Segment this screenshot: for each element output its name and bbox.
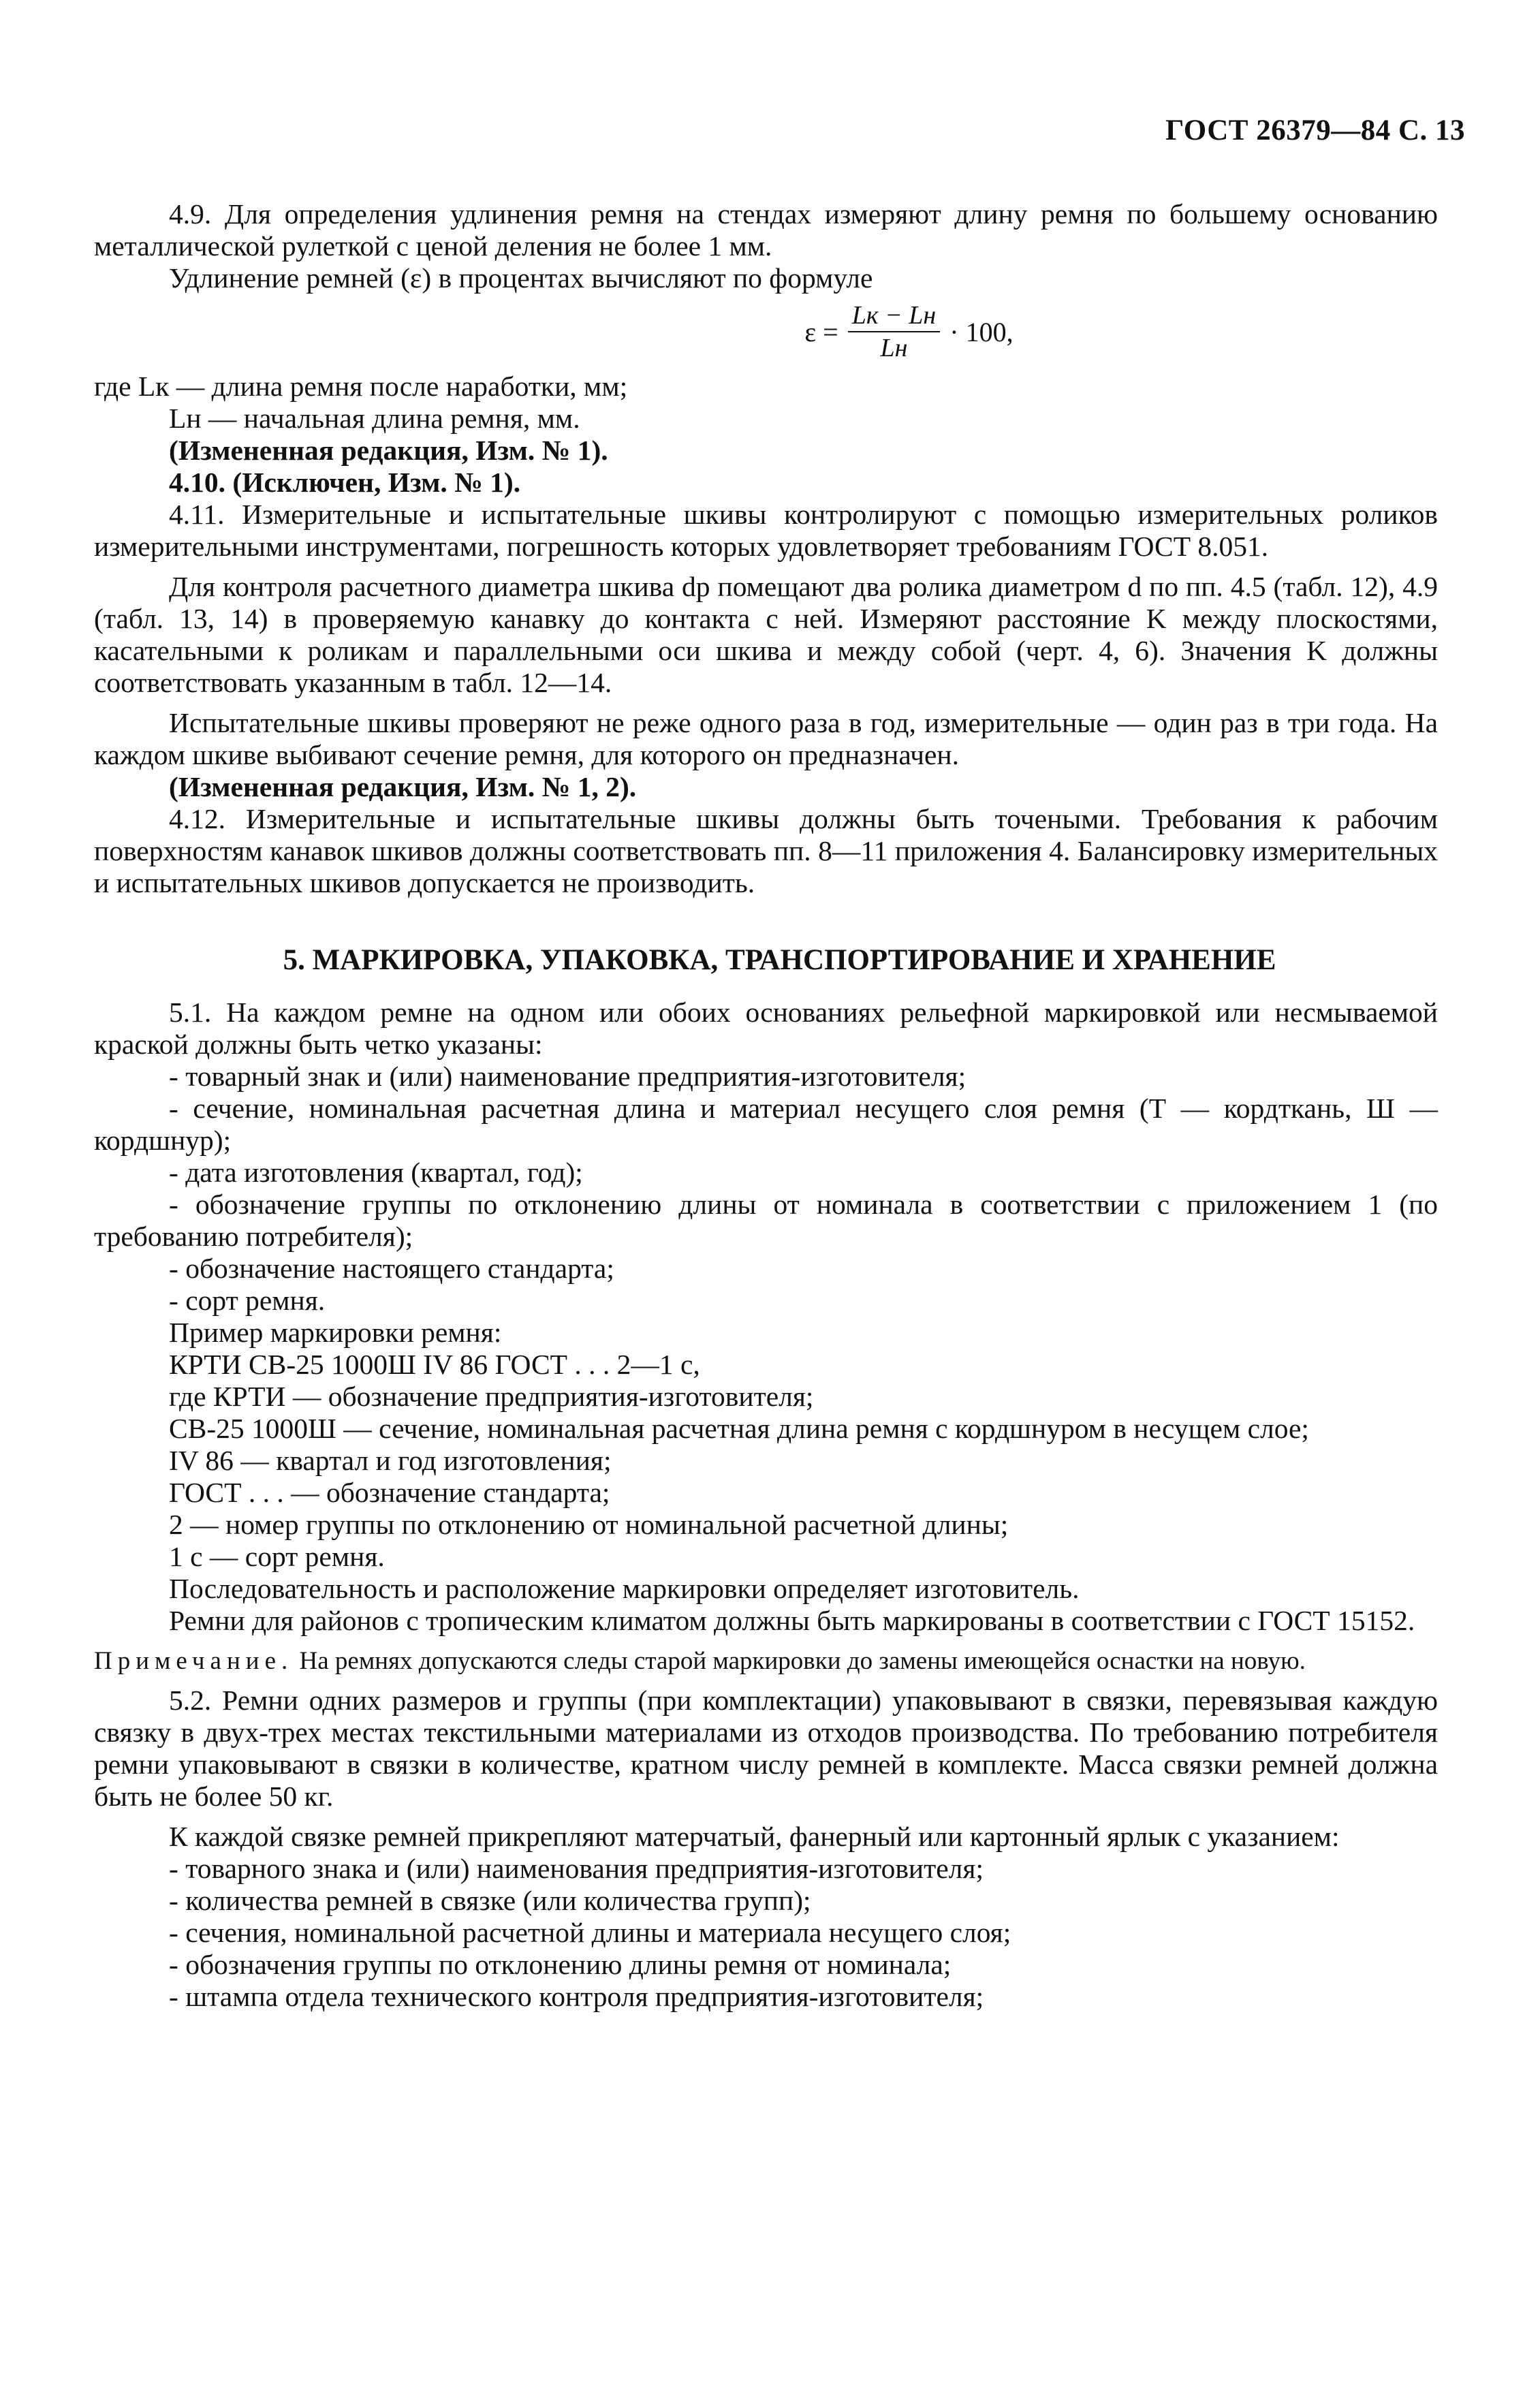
running-head: ГОСТ 26379—84 С. 13 [1165,114,1465,146]
paragraph-4-9: 4.9. Для определения удлинения ремня на стендах измеряют длину ремня по большему основанию металлической рулеткой с ценой деления не более 1 мм. [94,198,1438,262]
paragraph-test-pulleys: Испытательные шкивы проверяют не реже одного раза в год, измерительные — один раз в три года. На каждом шкиве выбивают сечение ремня, для которого он предназначен. [94,707,1438,770]
list-item: - обозначение настоящего стандарта; [169,1253,614,1284]
paragraph-elongation: Удлинение ремней (ε) в процентах вычисляют по формуле [169,262,873,294]
paragraph-4-11: 4.11. Измерительные и испытательные шкивы контролируют с помощью измерительных роликов измерительными инструментами, погрешность которых удовлетворяет требованиям ГОСТ 8.051. [94,499,1438,562]
paragraph-4-10: 4.10. (Исключен, Изм. № 1). [169,467,521,498]
formula-rhs: · 100, [949,316,1013,347]
where-line-1: где Lк — длина ремня после наработки, мм; [94,371,628,402]
edit-note-2: (Измененная редакция, Изм. № 1, 2). [169,771,637,802]
list-item: - количества ремней в связке (или количества групп); [169,1885,811,1916]
paragraph-sequence: Последовательность и расположение маркировки определяет изготовитель. [169,1573,1080,1604]
list-item: - дата изготовления (квартал, год); [169,1157,583,1188]
label-list [94,1853,1438,2013]
formula-lhs: ε = [804,316,838,347]
formula-numerator: Lк − Lн [848,301,941,332]
example-line: ГОСТ . . . — обозначение стандарта; [169,1477,610,1508]
section-5-title: 5. МАРКИРОВКА, УПАКОВКА, ТРАНСПОРТИРОВАНИЕ И ХРАНЕНИЕ [283,944,1276,976]
example-line: IV 86 — квартал и год изготовления; [169,1445,612,1476]
note [94,1646,1438,1676]
marking-example [94,1317,1438,1605]
list-item: - товарного знака и (или) наименования предприятия-изготовителя; [169,1853,984,1884]
marking-list [94,1061,1438,1317]
note-label: Примечание. [94,1647,294,1675]
list-item: - сорт ремня. [169,1285,326,1316]
paragraph-label: К каждой связке ремней прикрепляют матерчатый, фанерный или картонный ярлык с указанием: [169,1821,1340,1852]
list-item: - обозначения группы по отклонению длины ремня от номинала; [169,1949,952,1980]
edit-note-1: (Измененная редакция, Изм. № 1). [169,435,608,466]
paragraph-5-2: 5.2. Ремни одних размеров и группы (при комплектации) упаковывают в связки, перевязывая каждую связку в двух-трех местах текстильными материалами из отходов производства. По требованию потребителя ремни упаковывают в связки в количестве, кратном числу ремней в комплекте. Масса связки ремней должна быть не более 50 кг. [94,1684,1438,1812]
example-code: КРТИ СВ-25 1000Ш IV 86 ГОСТ . . . 2—1 с, [169,1349,700,1380]
list-item: - сечения, номинальной расчетной длины и материала несущего слоя; [169,1917,1011,1948]
list-item: - товарный знак и (или) наименование предприятия-изготовителя; [169,1061,967,1092]
list-item: - штампа отдела технического контроля предприятия-изготовителя; [169,1981,984,2012]
example-line: СВ-25 1000Ш — сечение, номинальная расчетная длина ремня с кордшнуром в несущем слое; [169,1413,1309,1444]
paragraph-4-12: 4.12. Измерительные и испытательные шкивы должны быть точеными. Требования к рабочим поверхностям канавок шкивов должны соответствовать пп. 8—11 приложения 4. Балансировку измерительных и испытательных шкивов допускается не производить. [94,803,1438,898]
example-heading: Пример маркировки ремня: [169,1317,502,1348]
where-line-2: Lн — начальная длина ремня, мм. [169,403,580,434]
paragraph-tropical: Ремни для районов с тропическим климатом должны быть маркированы в соответствии с ГОСТ 15152. [169,1605,1415,1636]
list-item: - сечение, номинальная расчетная длина и материал несущего слоя ремня (Т — кордткань, Ш — кордшнур); [94,1093,1438,1156]
note-text: На ремнях допускаются следы старой маркировки до замены имеющейся оснастки на новую. [299,1647,1306,1675]
formula-fraction [848,301,941,362]
list-item: - обозначение группы по отклонению длины от номинала в соответствии с приложением 1 (по требованию потребителя); [94,1189,1438,1252]
example-line: 1 с — сорт ремня. [169,1541,385,1572]
example-line: где КРТИ — обозначение предприятия-изготовителя; [169,1381,814,1412]
paragraph-control: Для контроля расчетного диаметра шкива dр помещают два ролика диаметром d по пп. 4.5 (табл. 12), 4.9 (табл. 13, 14) в проверяемую канавку до контакта с ней. Измеряют расстояние K между плоскостями, касательными к роликам и параллельными оси шкива и между собой (черт. 4, 6). Значения K должны соответствовать указанным в табл. 12—14. [94,571,1438,698]
example-line: 2 — номер группы по отклонению от номинальной расчетной длины; [169,1509,1009,1540]
elongation-formula [380,301,1438,362]
formula-denominator: Lн [880,334,908,362]
paragraph-5-1: 5.1. На каждом ремне на одном или обоих основаниях рельефной маркировкой или несмываемой краской должны быть четко указаны: [94,997,1438,1060]
